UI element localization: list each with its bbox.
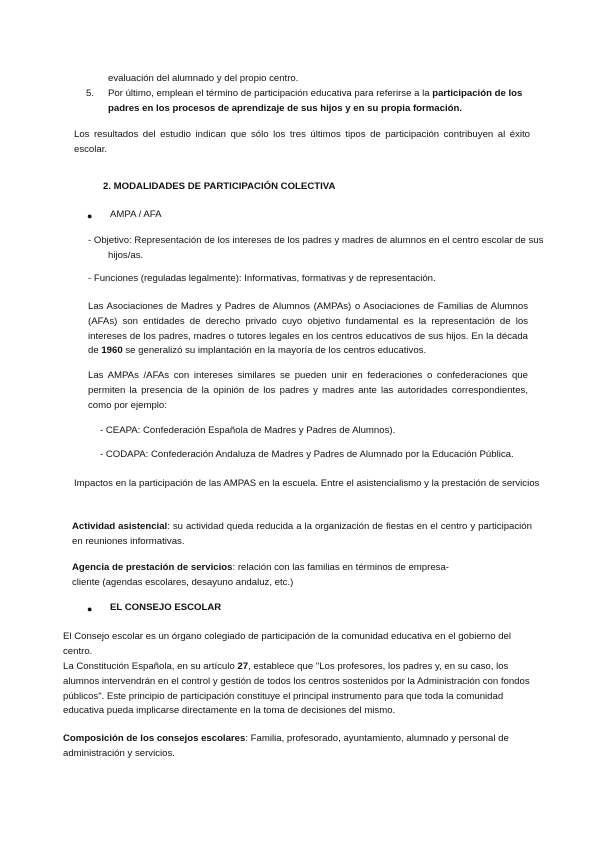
item-5-number: 5.	[86, 88, 95, 99]
funciones-text: - Funciones (reguladas legalmente): Informativas, formativas y de representación.	[88, 273, 436, 284]
ceapa-text: - CEAPA: Confederación Española de Madres y Padres de Alumnos).	[100, 425, 396, 436]
actividad-paragraph	[72, 520, 532, 550]
objetivo-line	[88, 234, 548, 264]
composicion-label: Composición de los consejos escolares	[63, 733, 246, 744]
bullet-icon: ●	[87, 604, 93, 614]
bullet-consejo	[110, 601, 221, 616]
item-5-text: Por último, emplean el término de participación educativa para referirse a la	[108, 88, 433, 99]
bullet-ampa-text: AMPA / AFA	[110, 209, 162, 220]
agencia-paragraph	[72, 561, 462, 591]
impactos-paragraph	[74, 477, 544, 492]
consejo-definition	[63, 630, 538, 660]
agencia-label: Agencia de prestación de servicios	[72, 562, 233, 573]
ceapa-line	[100, 424, 530, 439]
asociaciones-text-end: se generalizó su implantación en la mayoría de los centros educativos.	[122, 345, 427, 357]
funciones-line	[88, 272, 538, 287]
objetivo-text: - Objetivo: Representación de los intereses de los padres y madres de alumnos en el centro escolar de sus hijos/as.	[88, 235, 544, 261]
bullet-icon: ●	[87, 211, 93, 221]
constitucion-paragraph	[63, 660, 538, 719]
actividad-label: Actividad asistencial	[72, 521, 168, 532]
results-text: Los resultados del estudio indican que sólo los tres últimos tipos de participación contribuyen al éxito escolar.	[74, 129, 530, 155]
list-item-5	[86, 87, 536, 117]
constitucion-article: 27	[237, 661, 249, 672]
bullet-consejo-text: EL CONSEJO ESCOLAR	[110, 602, 222, 613]
item-4-text: evaluación del alumnado y del propio centro.	[108, 73, 299, 84]
asociaciones-paragraph	[88, 300, 528, 359]
federaciones-paragraph	[88, 369, 528, 413]
constitucion-text: La Constitución Española, en su artículo	[63, 661, 238, 672]
actividad-text: : su actividad queda reducida a la organización de fiestas en el centro y participación en reuniones informativas.	[72, 521, 532, 547]
asociaciones-text: Las Asociaciones de Madres y Padres de Alumnos (AMPAs) o Asociaciones de Familias de Alumnos (AFAs) son entidades de derecho privado cuyo objetivo fundamental es la representación de los intereses de los padres, madres o tutores legales en los centros educativos de sus hijos. En la década de	[88, 301, 528, 357]
section-heading-text: 2. MODALIDADES DE PARTICIPACIÓN COLECTIVA	[103, 181, 336, 192]
codapa-text: - CODAPA: Confederación Andaluza de Madres y Padres de Alumnado por la Educación Pública.	[100, 449, 514, 460]
asociaciones-year: 1960	[101, 345, 123, 357]
bullet-ampa	[110, 208, 162, 223]
section-heading	[103, 180, 335, 195]
constitucion-text-end: , establece que "Los profesores, los padres y, en su caso, los alumnos intervendrán en el control y gestión de todos los centros sostenidos por la Administración con fondos públicos". Este principio de participación constituye el principal instrumento para que toda la comunidad educativa pueda implicarse directamente en la toma de decisiones del mismo.	[63, 661, 530, 717]
impactos-text: Impactos en la participación de las AMPAS en la escuela. Entre el asistencialismo y la prestación de servicios	[74, 478, 540, 489]
composicion-paragraph	[63, 732, 538, 762]
federaciones-text: Las AMPAs /AFAs con intereses similares se pueden unir en federaciones o confederaciones que permiten la presencia de la opinión de los padres y madres ante las autoridades correspondientes, como por ejemplo:	[88, 370, 528, 411]
item-5-bold-text: participación de los padres en los procesos de aprendizaje de sus hijos y en su propia formación.	[108, 88, 523, 114]
codapa-line	[100, 448, 530, 463]
composicion-text: : Familia, profesorado, ayuntamiento, alumnado y personal de administración y servicios.	[63, 733, 509, 759]
list-item-4-continuation	[108, 72, 528, 87]
consejo-definition-text: El Consejo escolar es un órgano colegiado de participación de la comunidad educativa en el gobierno del centro.	[63, 631, 512, 657]
agencia-text: : relación con las familias en términos de empresa-cliente (agendas escolares, desayuno andaluz, etc.)	[72, 562, 449, 588]
item-5-body	[108, 87, 536, 117]
results-paragraph	[74, 128, 530, 158]
